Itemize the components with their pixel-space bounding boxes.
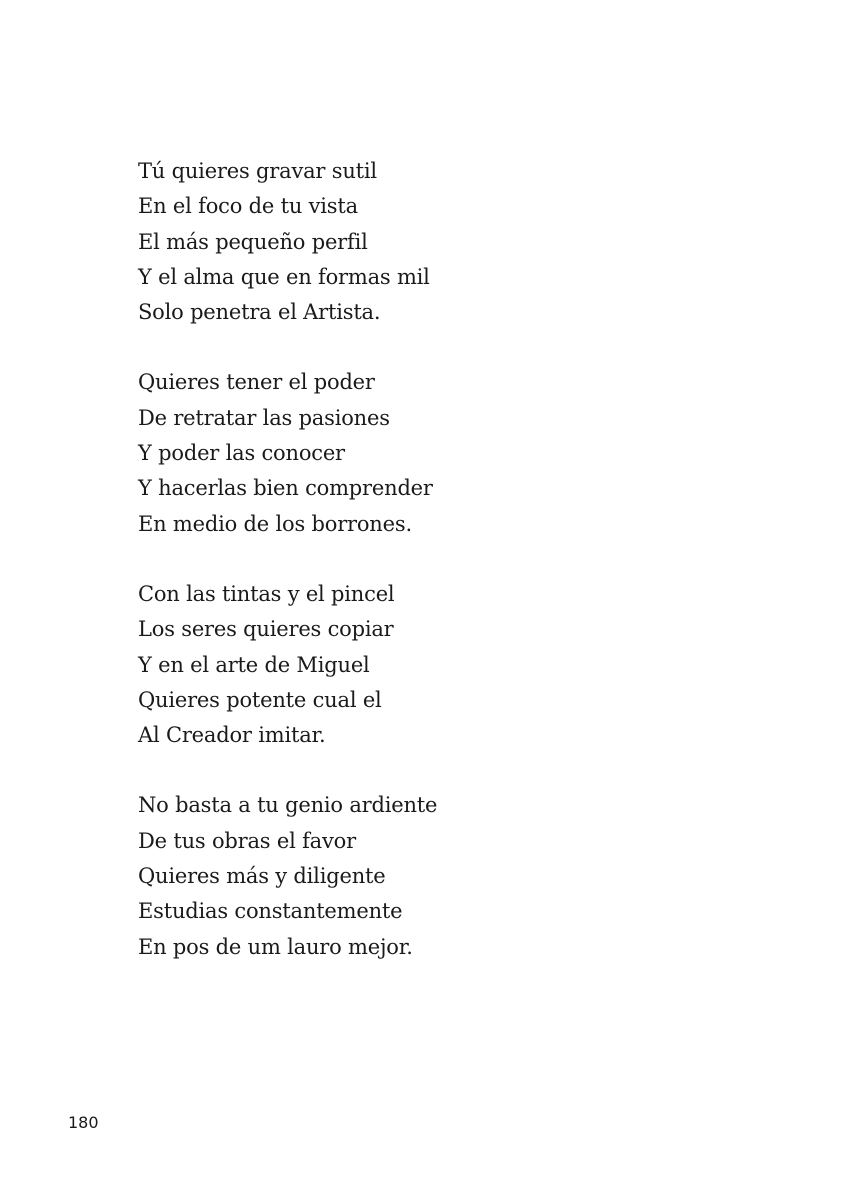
poem-line: Quieres tener el poder (138, 370, 375, 395)
page-number: 180 (68, 1113, 99, 1132)
poem-line: Quieres más y diligente (138, 864, 386, 889)
stanza-4 (138, 788, 437, 964)
poem-line: De tus obras el favor (138, 828, 356, 853)
poem (138, 154, 437, 1000)
poem-line: Con las tintas y el pincel (138, 581, 395, 606)
stanza-2 (138, 365, 437, 541)
poem-line: De retratar las pasiones (138, 405, 390, 430)
poem-line: En pos de um lauro mejor. (138, 934, 413, 959)
poem-line: En el foco de tu vista (138, 194, 358, 219)
poem-line: Tú quieres gravar sutil (138, 159, 377, 183)
poem-line: Los seres quieres copiar (138, 617, 394, 642)
poem-line: Y el alma que en formas mil (138, 264, 430, 289)
poem-line: Estudias constantemente (138, 899, 403, 924)
poem-line: El más pequeño perfil (138, 229, 368, 254)
poem-line: Solo penetra el Artista. (138, 300, 381, 325)
poem-line: Al Creador imitar. (138, 723, 326, 748)
poem-line: Y en el arte de Miguel (138, 652, 370, 677)
poem-line: En medio de los borrones. (138, 511, 412, 536)
poem-line: Y hacerlas bien comprender (138, 476, 433, 501)
stanza-1 (138, 154, 437, 330)
poem-line: Y poder las conocer (138, 441, 345, 466)
poem-line: No basta a tu genio ardiente (138, 793, 438, 818)
poem-line: Quieres potente cual el (138, 687, 382, 712)
stanza-3 (138, 577, 437, 753)
